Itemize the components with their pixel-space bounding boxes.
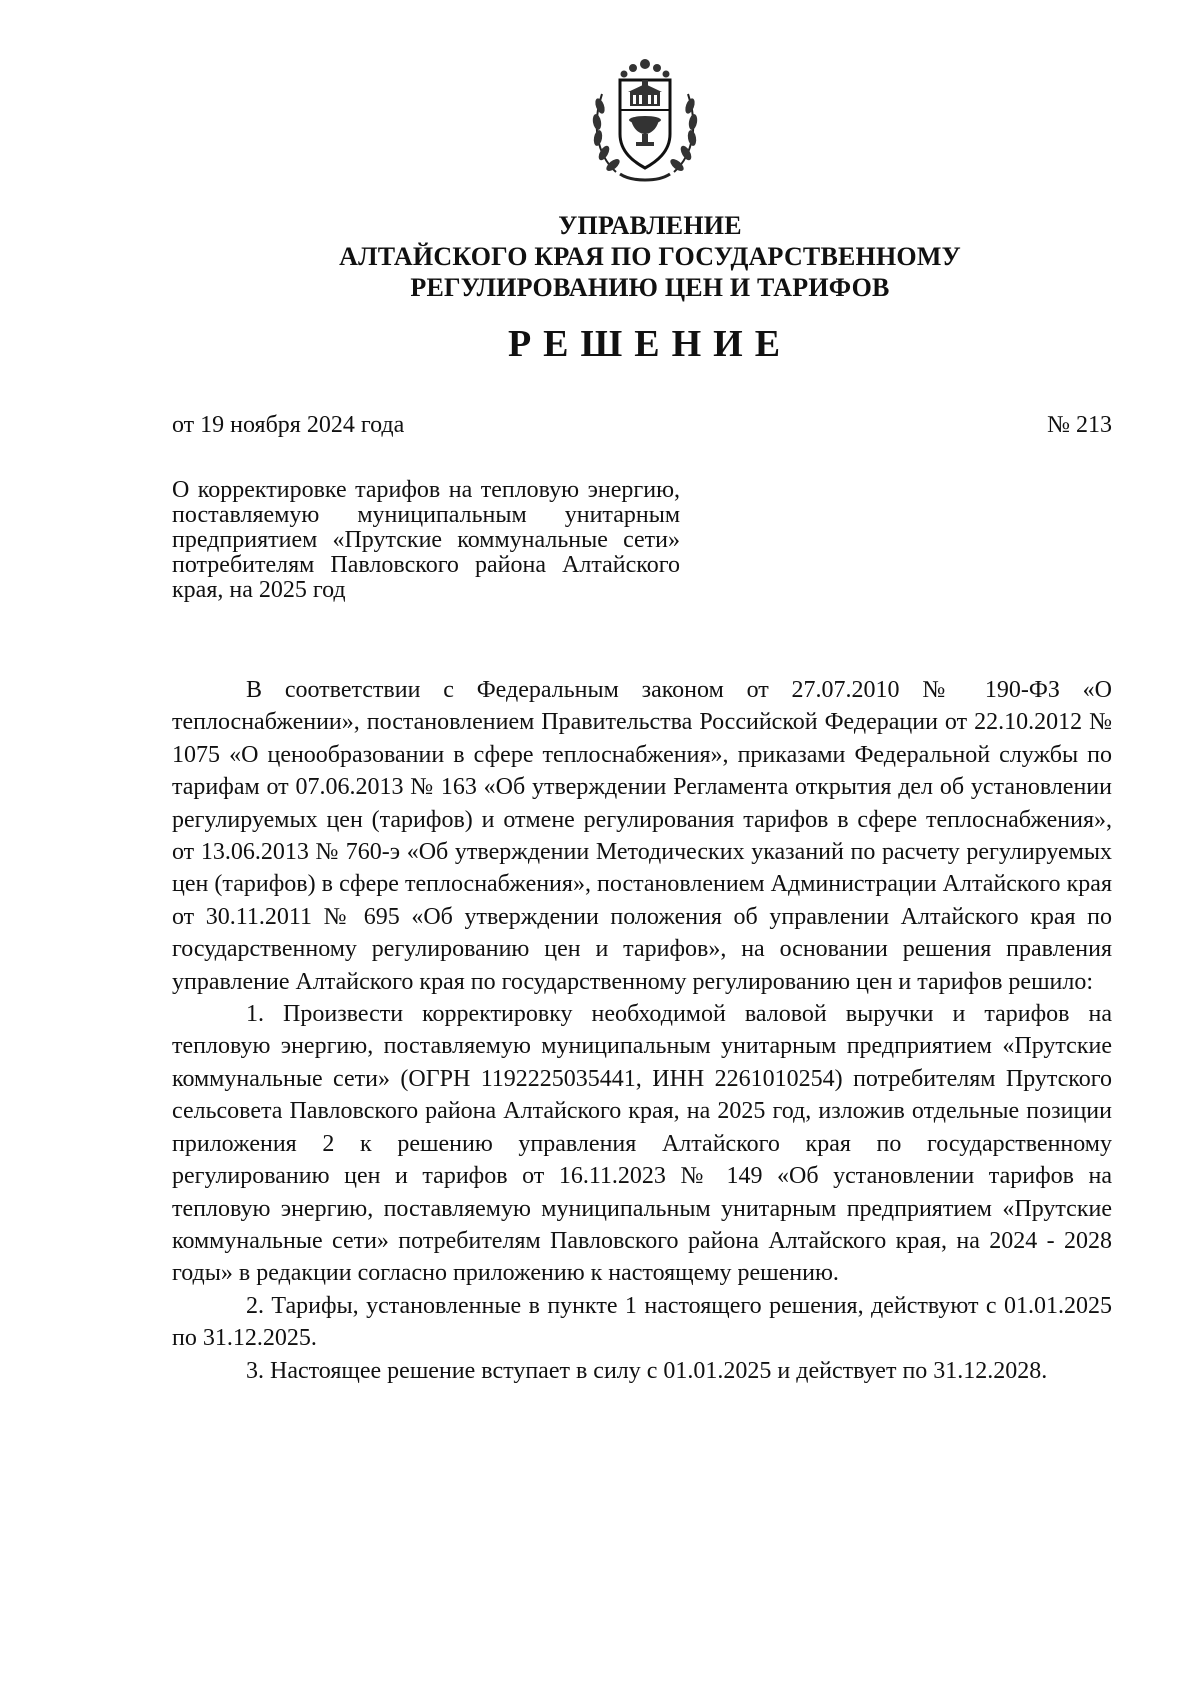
item-paragraph-1: 1. Произвести корректировку необходимой валовой выручки и тарифов на тепловую энергию, поставляемую муниципальным унитарным предприятием «Прутские коммунальные сети» (ОГРН 1192225035441, ИНН 2261010254) потребителям Прутского сельсовета Павловского района Алтайского края, на 2025 год, изложив отдельные позиции приложения 2 к решению управления Алтайского края по государственному регулированию цен и тарифов от 16.11.2023 № 149 «Об установлении тарифов на тепловую энергию, поставляемую муниципальным унитарным предприятием «Прутские коммунальные сети» потребителям Павловского района Алтайского края, на 2024 - 2028 годы» в редакции согласно приложению к настоящему решению. <box>172 1001 1112 1287</box>
document-body <box>172 674 1112 1387</box>
coat-of-arms-icon <box>586 54 704 186</box>
org-title-line-2: АЛТАЙСКОГО КРАЯ ПО ГОСУДАРСТВЕННОМУ <box>339 242 961 271</box>
preamble-paragraph: В соответствии с Федеральным законом от 27.07.2010 № 190-ФЗ «О теплоснабжении», постановлением Правительства Российской Федерации от 22.10.2012 № 1075 «О ценообразовании в сфере теплоснабжения», приказами Федеральной службы по тарифам от 07.06.2013 № 163 «Об утверждении Регламента открытия дел об установлении регулируемых цен (тарифов) и отмене регулирования тарифов в сфере теплоснабжения», от 13.06.2013 № 760-э «Об утверждении Методических указаний по расчету регулируемых цен (тарифов) в сфере теплоснабжения», постановлением Администрации Алтайского края от 30.11.2011 № 695 «Об утверждении положения об управлении Алтайского края по государственному регулированию цен и тарифов», на основании решения правления управление Алтайского края по государственному регулированию цен и тарифов решило: <box>172 677 1112 995</box>
document-subject: О корректировке тарифов на тепловую энергию, поставляемую муниципальным унитарным предприятием «Прутские коммунальные сети» потребителям Павловского района Алтайского края, на 2025 год <box>172 477 680 603</box>
document-type-heading: РЕШЕНИЕ <box>507 323 793 365</box>
organization-title <box>200 210 1100 303</box>
item-paragraph-3: 3. Настоящее решение вступает в силу с 01.01.2025 и действует по 31.12.2028. <box>246 1357 1048 1384</box>
document-number: № 213 <box>1047 412 1112 438</box>
document-date: от 19 ноября 2024 года <box>172 412 405 438</box>
org-title-line-3: РЕГУЛИРОВАНИЮ ЦЕН И ТАРИФОВ <box>410 273 890 302</box>
item-paragraph-2: 2. Тарифы, установленные в пункте 1 настоящего решения, действуют с 01.01.2025 по 31.12.2025. <box>172 1292 1112 1352</box>
org-title-line-1: УПРАВЛЕНИЕ <box>558 211 742 240</box>
